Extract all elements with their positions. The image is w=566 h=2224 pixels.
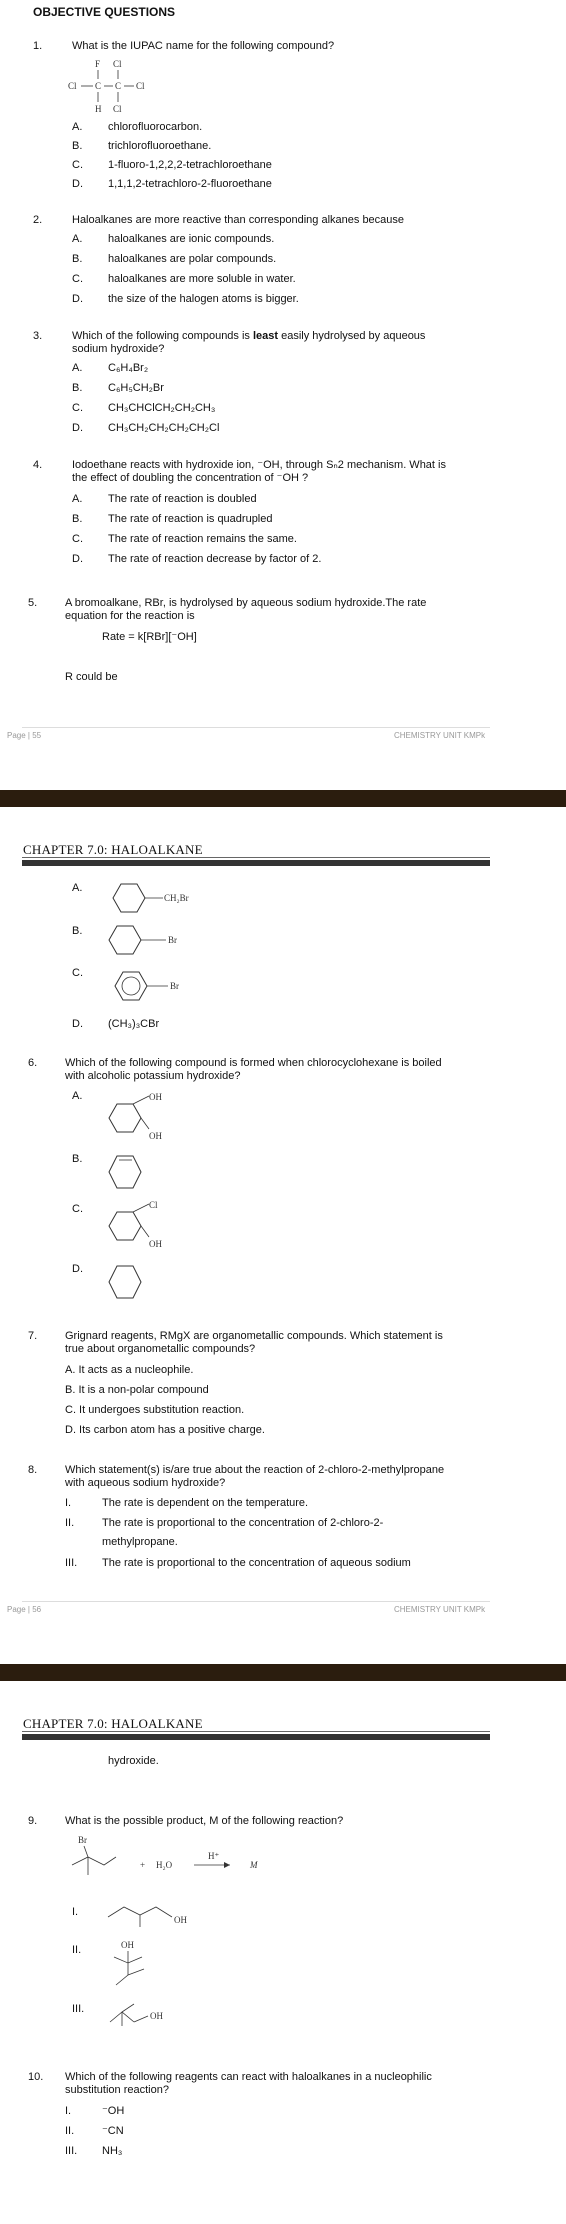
svg-text:OH: OH [149,1131,162,1141]
option-text: The rate of reaction is quadrupled [108,513,273,525]
footer-rule [22,1601,490,1602]
option-text: The rate of reaction remains the same. [108,533,297,545]
option-letter: III. [72,2003,85,2015]
continued-text: hydroxide. [108,1755,159,1767]
question-text: Grignard reagents, RMgX are organometallic compounds. Which statement is [65,1330,443,1342]
product-iii-structure [108,2000,198,2030]
option-text: haloalkanes are more soluble in water. [108,273,296,285]
question-number: 9. [28,1815,38,1827]
option-text: 1,1,1,2-tetrachloro-2-fluoroethane [108,178,272,190]
option-letter: C. [72,967,83,979]
question-number: 6. [28,1057,38,1069]
svg-text:Br: Br [78,1835,87,1845]
question-text: What is the possible product, M of the following reaction? [65,1815,344,1827]
bromocyclohexane-structure [106,922,186,958]
footer-right: CHEMISTRY UNIT KMPk [394,1605,486,1614]
option-text: The rate of reaction is doubled [108,493,257,505]
page-separator [0,790,566,807]
question-text-cont: true about organometallic compounds? [65,1343,256,1355]
option-text: trichlorofluoroethane. [108,140,212,152]
footer-rule [22,727,490,728]
option-letter: A. [72,1090,83,1102]
question-number: 5. [28,597,38,609]
product-i-structure [106,1897,206,1927]
question-number: 2. [33,214,43,226]
page-number: Page | 55 [7,731,42,740]
svg-text:H₂O: H₂O [156,1860,173,1870]
svg-text:Br: Br [168,935,177,945]
question-text: Which statement(s) is/are true about the reaction of 2-chloro-2-methylpropane [65,1464,445,1476]
svg-text:OH: OH [149,1092,162,1102]
option-letter: B. [72,1153,83,1165]
question-text-cont: equation for the reaction is [65,610,195,622]
cyclohexylmethyl-bromide-structure [106,880,206,916]
option-text: CH₃CHClCH₂CH₂CH₃ [108,402,216,414]
footer-right: CHEMISTRY UNIT KMPk [394,731,486,740]
product-ii-structure [106,1939,176,1989]
option-text: The rate is dependent on the temperature. [102,1497,309,1509]
option-text: ⁻OH [102,2105,125,2117]
r-could-be: R could be [65,671,118,683]
atom-label: Cl [68,81,77,91]
svg-text:OH: OH [174,1915,187,1925]
option-text: D. Its carbon atom has a positive charge. [65,1424,265,1436]
question-text: A bromoalkane, RBr, is hydrolysed by aqueous sodium hydroxide.The rate [65,597,427,609]
option-letter: C. [72,402,83,414]
question-text: Haloalkanes are more reactive than corresponding alkanes because [72,214,405,226]
section-heading: OBJECTIVE QUESTIONS [33,5,176,19]
option-text: NH₃ [102,2145,123,2157]
svg-text:M: M [250,1860,258,1870]
option-text: C₆H₅CH₂Br [108,382,164,394]
atom-label: H [95,104,102,114]
option-text: chlorofluorocarbon. [108,121,203,133]
option-text: C₆H₄Br₂ [108,362,149,374]
option-letter: I. [72,1906,79,1918]
question-text: Which of the following compounds is least easily hydrolysed by aqueous [72,330,426,342]
atom-label: Cl [113,59,122,69]
option-letter: D. [72,1263,83,1275]
option-letter: A. [72,882,83,894]
option-letter: C. [72,159,83,171]
chapter-header: CHAPTER 7.0: HALOALKANE [23,842,203,857]
page-number: Page | 56 [7,1605,42,1614]
option-letter: A. [72,233,83,245]
option-letter: III. [65,2145,78,2157]
header-rule [22,857,490,858]
tetrachlorofluoroethane-structure [68,56,158,116]
svg-text:OH: OH [121,1940,134,1950]
option-letter: D. [72,293,83,305]
question-number: 10. [28,2071,44,2083]
cyclohexene-structure [107,1150,147,1194]
page-separator [0,1664,566,1681]
reaction-scheme [70,1835,270,1895]
chapter-header: CHAPTER 7.0: HALOALKANE [23,1716,203,1731]
option-text-cont: methylpropane. [102,1536,178,1548]
option-letter: B. [72,140,83,152]
option-letter: C. [72,273,83,285]
option-letter: D. [72,553,83,565]
option-text: The rate of reaction decrease by factor of 2. [108,553,322,565]
option-text: A. It acts as a nucleophile. [65,1364,194,1376]
svg-text:Br: Br [170,981,179,991]
question-text: What is the IUPAC name for the following compound? [72,40,335,52]
svg-text:+: + [140,1860,146,1870]
svg-text:OH: OH [149,1239,162,1249]
svg-text:CH₂Br: CH₂Br [164,893,189,903]
option-text: C. It undergoes substitution reaction. [65,1404,245,1416]
option-letter: B. [72,382,83,394]
option-letter: D. [72,178,83,190]
question-number: 1. [33,40,43,52]
option-letter: III. [65,1557,78,1569]
option-letter: D. [72,422,83,434]
option-letter: C. [72,533,83,545]
option-letter: II. [65,1517,75,1529]
question-text-cont: with alcoholic potassium hydroxide? [65,1070,241,1082]
question-number: 4. [33,459,43,471]
option-text: 1-fluoro-1,2,2,2-tetrachloroethane [108,159,272,171]
question-number: 3. [33,330,43,342]
option-letter: B. [72,925,83,937]
svg-text:H⁺: H⁺ [208,1851,220,1861]
cyclohexane-structure [107,1260,147,1304]
atom-label: Cl [136,81,145,91]
header-rule [22,1731,490,1732]
option-text: B. It is a non-polar compound [65,1384,209,1396]
header-rule-thick [22,860,490,866]
option-letter: C. [72,1203,83,1215]
question-text-cont: with aqueous sodium hydroxide? [65,1477,226,1489]
bromobenzene-structure [112,968,192,1004]
cyclohexane-diol-structure [107,1092,187,1144]
emphasis: least [252,330,279,342]
question-number: 8. [28,1464,38,1476]
option-letter: I. [65,2105,72,2117]
atom-label: Cl [113,104,122,114]
question-text: Which of the following compound is formed when chlorocyclohexane is boiled [65,1057,442,1069]
option-text: The rate is proportional to the concentration of aqueous sodium [102,1557,411,1569]
atom-label: F [95,59,101,69]
question-text-cont: sodium hydroxide? [72,343,165,355]
rate-equation: Rate = k[RBr][⁻OH] [102,631,197,643]
atom-c: C [115,81,122,91]
option-text: The rate is proportional to the concentration of 2-chloro-2- [102,1517,384,1529]
option-letter: A. [72,362,83,374]
option-letter: II. [72,1944,82,1956]
chlorocyclohexanol-structure [107,1200,187,1252]
option-letter: A. [72,121,83,133]
question-text-cont: substitution reaction? [65,2084,169,2096]
question-text: Which of the following reagents can react with haloalkanes in a nucleophilic [65,2071,432,2083]
option-text: CH₃CH₂CH₂CH₂CH₂Cl [108,422,220,434]
svg-text:Cl: Cl [149,1200,158,1210]
option-text: haloalkanes are ionic compounds. [108,233,275,245]
question-text: Iodoethane reacts with hydroxide ion, ⁻OH, through Sₙ2 mechanism. What is [72,459,446,471]
option-letter: B. [72,513,83,525]
option-letter: D. [72,1018,83,1030]
option-letter: I. [65,1497,72,1509]
header-rule-thick [22,1734,490,1740]
option-text: ⁻CN [102,2125,124,2137]
option-text: (CH₃)₃CBr [108,1018,160,1030]
question-text-cont: the effect of doubling the concentration of ⁻OH ? [72,472,309,484]
question-number: 7. [28,1330,38,1342]
option-letter: II. [65,2125,75,2137]
atom-c: C [95,81,102,91]
option-letter: B. [72,253,83,265]
svg-text:OH: OH [150,2011,163,2021]
option-text: haloalkanes are polar compounds. [108,253,277,265]
option-letter: A. [72,493,83,505]
option-text: the size of the halogen atoms is bigger. [108,293,299,305]
